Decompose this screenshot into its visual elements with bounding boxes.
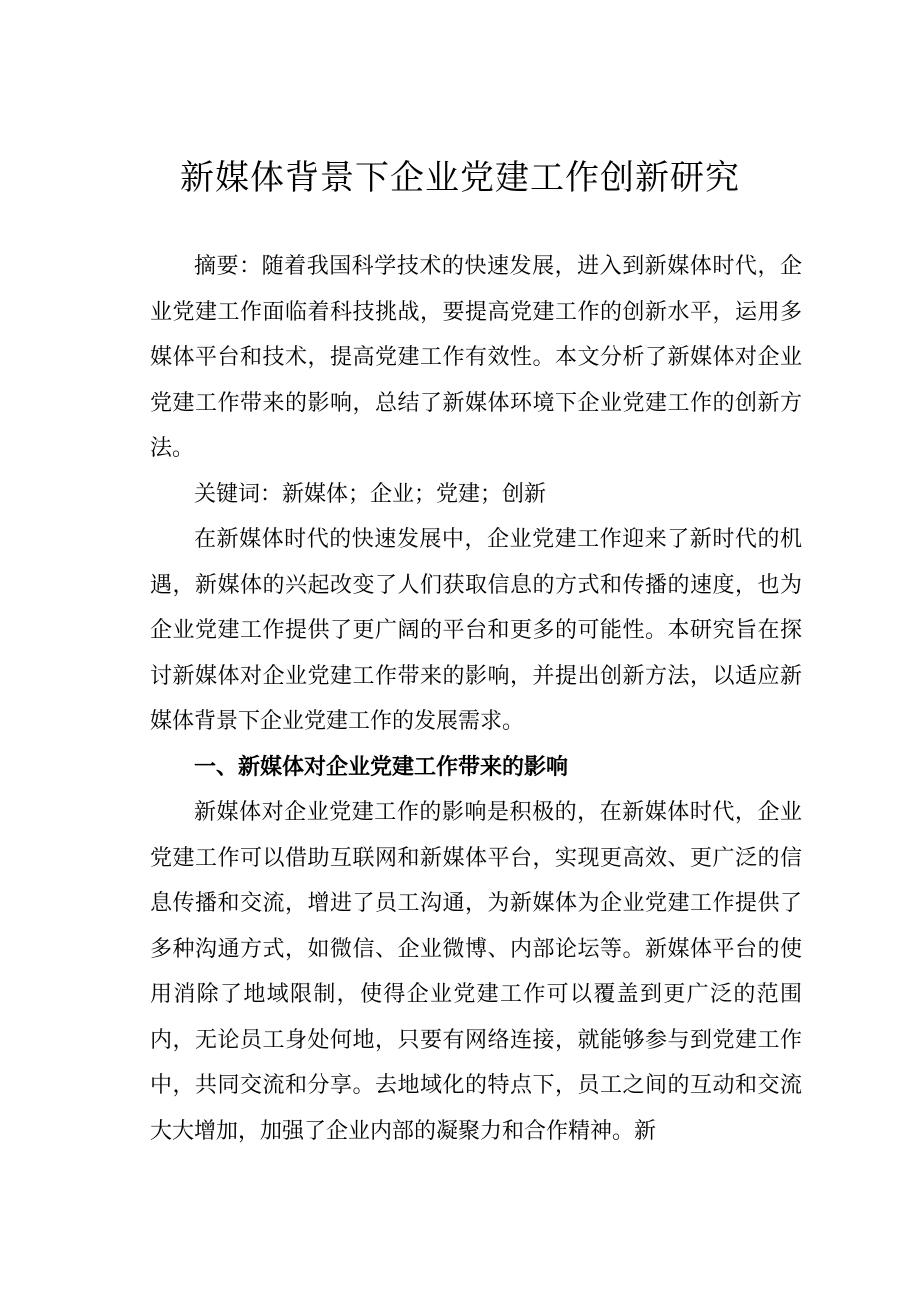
abstract-paragraph: 摘要：随着我国科学技术的快速发展，进入到新媒体时代，企业党建工作面临着科技挑战，要提高党建工作的创新水平，运用多媒体平台和技术，提高党建工作有效性。本文分析了新媒体对企业党建工作带来的影响，总结了新媒体环境下企业党建工作的创新方法。 bbox=[150, 254, 802, 461]
intro-paragraph: 在新媒体时代的快速发展中，企业党建工作迎来了新时代的机遇，新媒体的兴起改变了人们获取信息的方式和传播的速度，也为企业党建工作提供了更广阔的平台和更多的可能性。本研究旨在探讨新媒体对企业党建工作带来的影响，并提出创新方法，以适应新媒体背景下企业党建工作的发展需求。 bbox=[150, 527, 802, 734]
keywords-paragraph: 关键词：新媒体；企业；党建；创新 bbox=[194, 481, 547, 507]
document-body bbox=[150, 244, 802, 1154]
section-heading: 一、新媒体对企业党建工作带来的影响 bbox=[194, 754, 569, 780]
document-title: 新媒体背景下企业党建工作创新研究 bbox=[180, 158, 740, 198]
section-paragraph: 新媒体对企业党建工作的影响是积极的，在新媒体时代，企业党建工作可以借助互联网和新媒体平台，实现更高效、更广泛的信息传播和交流，增进了员工沟通，为新媒体为企业党建工作提供了多种沟通方式，如微信、企业微博、内部论坛等。新媒体平台的使用消除了地域限制，使得企业党建工作可以覆盖到更广泛的范围内，无论员工身处何地，只要有网络连接，就能够参与到党建工作中，共同交流和分享。去地域化的特点下，员工之间的互动和交流大大增加，加强了企业内部的凝聚力和合作精神。新 bbox=[150, 800, 802, 1144]
